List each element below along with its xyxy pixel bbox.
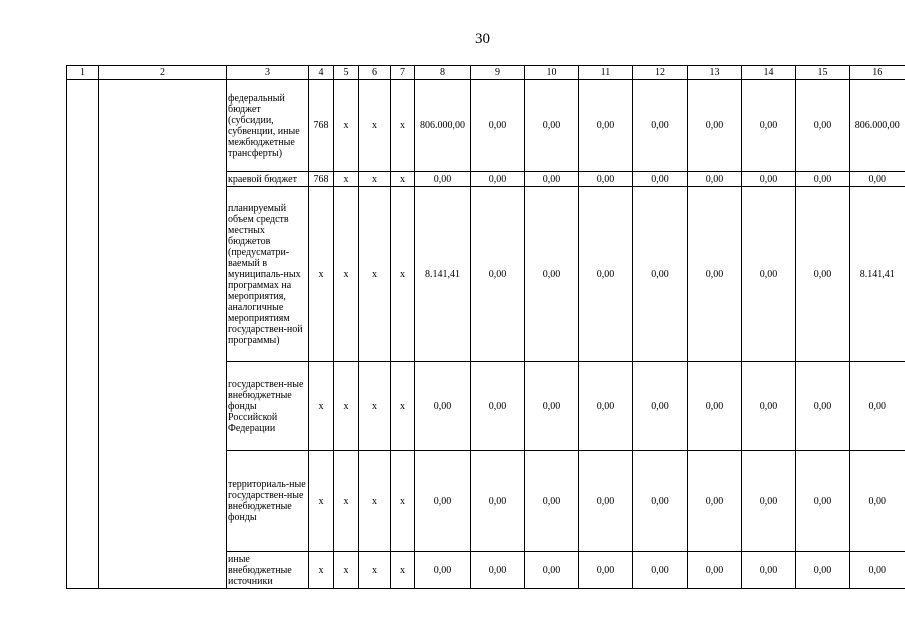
table-cell: 0,00 (471, 362, 525, 451)
table-cell: 0,00 (796, 172, 850, 187)
table-cell: х (309, 552, 334, 589)
page-number: 30 (475, 31, 490, 47)
table-cell: 0,00 (525, 80, 579, 172)
row-label: планируемый объем средств местных бюджетов (предусматри-ваемый в муниципаль-ных программах на мероприятия, аналогичные мероприятиям государствен-ной программы) (227, 187, 309, 362)
table-cell: 0,00 (579, 552, 633, 589)
row-label: территориаль-ные государствен-ные внебюджетные фонды (227, 451, 309, 552)
header-cell: 15 (796, 66, 850, 80)
header-cell: 1 (67, 66, 99, 80)
table-cell: 0,00 (579, 362, 633, 451)
table-cell: х (359, 362, 391, 451)
table-cell: 0,00 (688, 362, 742, 451)
budget-table (66, 65, 905, 589)
row-label: краевой бюджет (227, 172, 309, 187)
row-label: федеральный бюджет (субсидии, субвенции, иные межбюджетные трансферты) (227, 80, 309, 172)
table-cell: 0,00 (471, 552, 525, 589)
table-cell: 0,00 (742, 362, 796, 451)
table-cell: 0,00 (525, 187, 579, 362)
table-cell: 0,00 (415, 362, 471, 451)
table-cell: 0,00 (688, 80, 742, 172)
header-cell: 14 (742, 66, 796, 80)
table-cell: 0,00 (633, 80, 688, 172)
table-cell: 0,00 (796, 362, 850, 451)
table-cell: х (391, 552, 415, 589)
table-cell: 0,00 (850, 362, 905, 451)
table-cell: 0,00 (850, 172, 905, 187)
table-cell: 8.141,41 (850, 187, 905, 362)
table-cell: х (391, 80, 415, 172)
table-cell: х (359, 172, 391, 187)
header-cell: 6 (359, 66, 391, 80)
table-cell: х (334, 80, 359, 172)
table-cell: х (334, 552, 359, 589)
table-cell: х (334, 187, 359, 362)
header-cell: 11 (579, 66, 633, 80)
table-cell: 0,00 (796, 451, 850, 552)
table-cell: 0,00 (525, 362, 579, 451)
table-cell: х (334, 172, 359, 187)
table-cell: 0,00 (742, 80, 796, 172)
table-cell: х (309, 451, 334, 552)
empty-cell-col1 (67, 80, 99, 589)
header-cell: 2 (99, 66, 227, 80)
table-cell: 0,00 (742, 172, 796, 187)
table-cell: х (391, 187, 415, 362)
header-cell: 8 (415, 66, 471, 80)
table-cell: х (359, 552, 391, 589)
table-cell: 0,00 (796, 187, 850, 362)
table-cell: 806.000,00 (850, 80, 905, 172)
header-cell: 3 (227, 66, 309, 80)
table-cell: 0,00 (471, 451, 525, 552)
table-cell: 0,00 (796, 80, 850, 172)
table-cell: х (391, 172, 415, 187)
table-cell: 0,00 (688, 552, 742, 589)
table-cell: 0,00 (688, 451, 742, 552)
table-cell: х (359, 187, 391, 362)
table-cell: 0,00 (742, 451, 796, 552)
table-cell: 0,00 (525, 451, 579, 552)
table-cell: х (309, 187, 334, 362)
row-label: государствен-ные внебюджетные фонды Российской Федерации (227, 362, 309, 451)
table-cell: 0,00 (633, 172, 688, 187)
empty-cell-col2 (99, 80, 227, 589)
table-cell: х (334, 451, 359, 552)
table-cell: х (359, 451, 391, 552)
table-cell: 0,00 (415, 552, 471, 589)
header-cell: 9 (471, 66, 525, 80)
table-cell: 0,00 (415, 172, 471, 187)
header-cell: 16 (850, 66, 905, 80)
row-label: иные внебюджетные источники (227, 552, 309, 589)
table-cell: 0,00 (471, 172, 525, 187)
table-cell: 0,00 (415, 451, 471, 552)
header-cell: 4 (309, 66, 334, 80)
table-row (67, 80, 905, 172)
header-cell: 13 (688, 66, 742, 80)
table-cell: 806.000,00 (415, 80, 471, 172)
table-cell: 0,00 (525, 552, 579, 589)
header-cell: 5 (334, 66, 359, 80)
header-cell: 10 (525, 66, 579, 80)
table-cell: 0,00 (796, 552, 850, 589)
table-cell: 0,00 (850, 552, 905, 589)
table-cell: 0,00 (633, 187, 688, 362)
table-cell: х (334, 362, 359, 451)
table-header-row (67, 66, 905, 80)
table-cell: 0,00 (688, 187, 742, 362)
table-cell: х (391, 451, 415, 552)
table-cell: 0,00 (471, 187, 525, 362)
table-cell: 0,00 (579, 80, 633, 172)
table-cell: 0,00 (850, 451, 905, 552)
table-cell: х (309, 362, 334, 451)
table-cell: 0,00 (742, 187, 796, 362)
table-cell: 0,00 (525, 172, 579, 187)
table-cell: 0,00 (633, 362, 688, 451)
table-cell: 0,00 (471, 80, 525, 172)
table-cell: х (359, 80, 391, 172)
table-cell: 0,00 (579, 172, 633, 187)
table-cell: 8.141,41 (415, 187, 471, 362)
table-cell: 0,00 (688, 172, 742, 187)
table-cell: х (391, 362, 415, 451)
table-cell: 0,00 (579, 451, 633, 552)
header-cell: 7 (391, 66, 415, 80)
header-cell: 12 (633, 66, 688, 80)
table-cell: 768 (309, 80, 334, 172)
table-cell: 768 (309, 172, 334, 187)
table-cell: 0,00 (633, 451, 688, 552)
table-cell: 0,00 (633, 552, 688, 589)
table-cell: 0,00 (579, 187, 633, 362)
table-cell: 0,00 (742, 552, 796, 589)
